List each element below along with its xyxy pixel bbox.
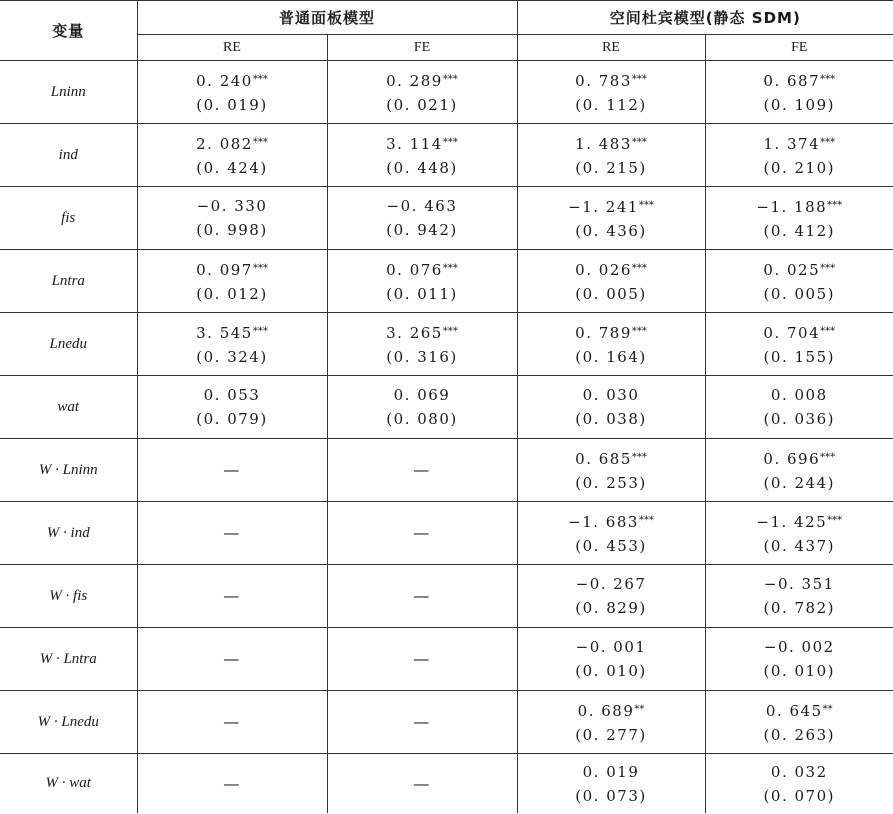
standard-error: (0. 038) [575, 410, 647, 428]
standard-error: (0. 436) [575, 221, 647, 240]
panel-fe-cell [327, 691, 517, 754]
no-estimate-dash: — [413, 460, 431, 479]
variable-name: fis [0, 187, 137, 250]
standard-error: (0. 112) [575, 95, 647, 114]
coefficient-value: 0. 053 [203, 386, 261, 404]
standard-error: (0. 829) [575, 599, 647, 617]
sdm-fe-cell [705, 754, 893, 814]
standard-error: (0. 277) [575, 725, 647, 744]
standard-error: (0. 036) [763, 410, 835, 428]
standard-error: (0. 010) [763, 662, 835, 680]
coefficient-value: 0. 689 [577, 701, 635, 720]
coefficient [518, 131, 705, 156]
sdm-fe-cell [705, 628, 893, 691]
spatial-durbin-group-header: 空间杜宾模型(静态 SDM) [517, 1, 893, 35]
coefficient-value: 0. 008 [770, 386, 828, 404]
sdm-re-cell [517, 250, 705, 313]
coefficient-value: −1. 241 [568, 197, 639, 216]
panel-model-group-header: 普通面板模型 [137, 1, 517, 35]
panel-re-cell [137, 376, 327, 439]
coefficient-value: −0. 002 [763, 638, 835, 656]
no-estimate-dash: — [413, 586, 431, 605]
no-estimate-dash: — [413, 523, 431, 542]
coefficient [706, 760, 893, 784]
sdm-fe-cell [705, 565, 893, 628]
coefficient-value: −0. 330 [196, 197, 268, 215]
sdm-re-cell [517, 124, 705, 187]
sdm-fe-cell [705, 250, 893, 313]
table-row [0, 565, 893, 628]
panel-fe-cell [327, 61, 517, 124]
coefficient-value: 0. 289 [386, 71, 443, 90]
coefficient-value: 0. 687 [763, 71, 821, 90]
panel-re-header: RE [137, 35, 327, 61]
coefficient [138, 383, 327, 407]
coefficient [706, 698, 893, 723]
standard-error: (0. 012) [196, 284, 268, 303]
standard-error: (0. 998) [196, 221, 268, 239]
significance-stars: *** [442, 262, 458, 274]
panel-re-cell [137, 124, 327, 187]
sdm-re-cell [517, 565, 705, 628]
standard-error: (0. 109) [763, 95, 835, 114]
sdm-fe-cell [705, 187, 893, 250]
sdm-re-cell [517, 313, 705, 376]
coefficient [706, 131, 893, 156]
coefficient-value: 1. 374 [763, 134, 821, 153]
panel-fe-cell [327, 187, 517, 250]
coefficient [138, 68, 327, 93]
coefficient-value: −0. 351 [763, 575, 835, 593]
coefficient [706, 572, 893, 596]
panel-fe-cell [327, 124, 517, 187]
coefficient [518, 68, 705, 93]
significance-stars: *** [631, 136, 647, 148]
coefficient-value: 0. 696 [763, 449, 821, 468]
variable-name: W · Lnedu [0, 691, 137, 754]
standard-error: (0. 005) [575, 284, 647, 303]
panel-fe-cell [327, 376, 517, 439]
standard-error: (0. 412) [763, 221, 835, 240]
standard-error: (0. 448) [386, 158, 458, 177]
sdm-re-cell [517, 376, 705, 439]
coefficient-value: 0. 783 [575, 71, 632, 90]
standard-error: (0. 424) [196, 158, 268, 177]
panel-re-cell [137, 313, 327, 376]
standard-error: (0. 437) [763, 536, 835, 555]
significance-stars: *** [252, 325, 268, 337]
coefficient-value: 0. 789 [575, 323, 632, 342]
coefficient [518, 760, 705, 784]
coefficient-value: 0. 032 [770, 762, 828, 781]
variable-name: W · fis [0, 565, 137, 628]
variable-name: W · Lninn [0, 439, 137, 502]
table-row [0, 250, 893, 313]
coefficient [328, 131, 517, 156]
standard-error: (0. 316) [386, 347, 458, 366]
sdm-re-cell [517, 628, 705, 691]
coefficient [706, 383, 893, 407]
standard-error: (0. 453) [575, 536, 647, 555]
table-body [0, 61, 893, 814]
coefficient-value: 3. 114 [386, 134, 443, 153]
coefficient [138, 257, 327, 282]
table-row [0, 628, 893, 691]
table-row [0, 313, 893, 376]
table-row [0, 439, 893, 502]
coefficient-value: 0. 030 [582, 386, 640, 404]
coefficient [518, 635, 705, 659]
coefficient [706, 320, 893, 345]
standard-error: (0. 244) [763, 473, 835, 492]
panel-fe-cell [327, 439, 517, 502]
standard-error: (0. 080) [386, 410, 458, 428]
coefficient [518, 257, 705, 282]
standard-error: (0. 019) [196, 95, 268, 114]
panel-fe-cell [327, 313, 517, 376]
standard-error: (0. 005) [763, 284, 835, 303]
standard-error: (0. 079) [196, 410, 268, 428]
significance-stars: *** [442, 325, 458, 337]
coefficient-value: 1. 483 [575, 134, 632, 153]
standard-error: (0. 155) [763, 347, 835, 366]
no-estimate-dash: — [223, 773, 241, 793]
coefficient [518, 320, 705, 345]
standard-error: (0. 011) [386, 284, 458, 303]
standard-error: (0. 010) [575, 662, 647, 680]
significance-stars: *** [442, 136, 458, 148]
coefficient-value: 0. 240 [196, 71, 253, 90]
significance-stars: *** [631, 325, 647, 337]
panel-re-cell [137, 691, 327, 754]
coefficient-value: 3. 265 [386, 323, 443, 342]
coefficient-value: −1. 425 [756, 512, 828, 531]
panel-re-cell [137, 439, 327, 502]
panel-fe-header: FE [327, 35, 517, 61]
significance-stars: *** [631, 73, 647, 85]
standard-error: (0. 164) [575, 347, 647, 366]
no-estimate-dash: — [413, 649, 431, 668]
significance-stars: ** [822, 703, 833, 715]
coefficient [706, 446, 893, 471]
coefficient [138, 320, 327, 345]
coefficient-value: 0. 076 [386, 260, 443, 279]
sdm-fe-cell [705, 502, 893, 565]
coefficient [328, 68, 517, 93]
no-estimate-dash: — [223, 649, 241, 668]
significance-stars: *** [252, 262, 268, 274]
significance-stars: *** [820, 325, 836, 337]
significance-stars: ** [634, 703, 645, 715]
coefficient [706, 635, 893, 659]
standard-error: (0. 782) [763, 599, 835, 617]
panel-fe-cell [327, 628, 517, 691]
table-header [0, 1, 893, 61]
coefficient-value: −0. 001 [575, 638, 647, 656]
sdm-re-cell [517, 754, 705, 814]
panel-fe-cell [327, 502, 517, 565]
standard-error: (0. 253) [575, 473, 647, 492]
table-row [0, 502, 893, 565]
coefficient [328, 257, 517, 282]
significance-stars: *** [638, 199, 654, 211]
no-estimate-dash: — [413, 712, 431, 731]
coefficient-value: −1. 188 [756, 197, 828, 216]
coefficient [138, 194, 327, 218]
variable-name: ind [0, 124, 137, 187]
sdm-re-header: RE [517, 35, 705, 61]
coefficient [518, 572, 705, 596]
variable-name: W · Lntra [0, 628, 137, 691]
coefficient [138, 131, 327, 156]
panel-re-cell [137, 61, 327, 124]
coefficient-value: 0. 685 [575, 449, 632, 468]
standard-error: (0. 263) [763, 725, 835, 744]
coefficient [328, 320, 517, 345]
sdm-re-cell [517, 61, 705, 124]
coefficient-value: −0. 267 [575, 575, 647, 593]
variable-column-header: 变量 [0, 1, 137, 61]
coefficient [706, 68, 893, 93]
coefficient-value: 0. 704 [763, 323, 821, 342]
significance-stars: *** [252, 136, 268, 148]
no-estimate-dash: — [413, 773, 431, 793]
standard-error: (0. 021) [386, 95, 458, 114]
panel-re-cell [137, 565, 327, 628]
sdm-re-cell [517, 439, 705, 502]
sdm-fe-cell [705, 61, 893, 124]
panel-re-cell [137, 187, 327, 250]
variable-name: Lnedu [0, 313, 137, 376]
sdm-re-cell [517, 187, 705, 250]
coefficient-value: −0. 463 [386, 197, 458, 215]
coefficient [518, 698, 705, 723]
coefficient-value: 0. 645 [765, 701, 823, 720]
significance-stars: *** [631, 262, 647, 274]
panel-re-cell [137, 754, 327, 814]
variable-name: wat [0, 376, 137, 439]
coefficient [706, 194, 893, 219]
coefficient [328, 383, 517, 407]
significance-stars: *** [820, 136, 836, 148]
no-estimate-dash: — [223, 523, 241, 542]
coefficient-value: 0. 026 [575, 260, 632, 279]
significance-stars: *** [252, 73, 268, 85]
coefficient [518, 383, 705, 407]
significance-stars: *** [820, 73, 836, 85]
significance-stars: *** [820, 451, 836, 463]
no-estimate-dash: — [223, 586, 241, 605]
coefficient-value: 3. 545 [196, 323, 253, 342]
panel-fe-cell [327, 250, 517, 313]
standard-error: (0. 942) [386, 221, 458, 239]
sdm-fe-cell [705, 691, 893, 754]
significance-stars: *** [631, 451, 647, 463]
coefficient [518, 194, 705, 219]
coefficient [328, 194, 517, 218]
coefficient-value: 0. 097 [196, 260, 253, 279]
significance-stars: *** [442, 73, 458, 85]
coefficient [518, 446, 705, 471]
standard-error: (0. 073) [575, 786, 647, 805]
table-row [0, 187, 893, 250]
variable-name: W · ind [0, 502, 137, 565]
sdm-fe-cell [705, 124, 893, 187]
sdm-fe-cell [705, 439, 893, 502]
panel-re-cell [137, 250, 327, 313]
coefficient [706, 509, 893, 534]
sdm-fe-cell [705, 313, 893, 376]
significance-stars: *** [827, 514, 843, 526]
standard-error: (0. 215) [575, 158, 647, 177]
no-estimate-dash: — [223, 712, 241, 731]
table-row [0, 754, 893, 814]
significance-stars: *** [827, 199, 843, 211]
coefficient-value: 0. 069 [393, 386, 451, 404]
significance-stars: *** [820, 262, 836, 274]
significance-stars: *** [638, 514, 654, 526]
sdm-re-cell [517, 502, 705, 565]
sdm-fe-header: FE [705, 35, 893, 61]
coefficient-value: 0. 025 [763, 260, 821, 279]
no-estimate-dash: — [223, 460, 241, 479]
table-row [0, 376, 893, 439]
coefficient-value: 0. 019 [582, 762, 640, 781]
variable-name: Lninn [0, 61, 137, 124]
panel-fe-cell [327, 754, 517, 814]
table-row [0, 61, 893, 124]
coefficient-value: −1. 683 [568, 512, 639, 531]
variable-name: Lntra [0, 250, 137, 313]
coefficient-value: 2. 082 [196, 134, 253, 153]
panel-fe-cell [327, 565, 517, 628]
panel-re-cell [137, 502, 327, 565]
sdm-fe-cell [705, 376, 893, 439]
standard-error: (0. 070) [763, 786, 835, 805]
coefficient [706, 257, 893, 282]
table-row [0, 691, 893, 754]
standard-error: (0. 324) [196, 347, 268, 366]
variable-name: W · wat [0, 754, 137, 814]
table-row [0, 124, 893, 187]
panel-re-cell [137, 628, 327, 691]
standard-error: (0. 210) [763, 158, 835, 177]
sdm-re-cell [517, 691, 705, 754]
coefficient [518, 509, 705, 534]
